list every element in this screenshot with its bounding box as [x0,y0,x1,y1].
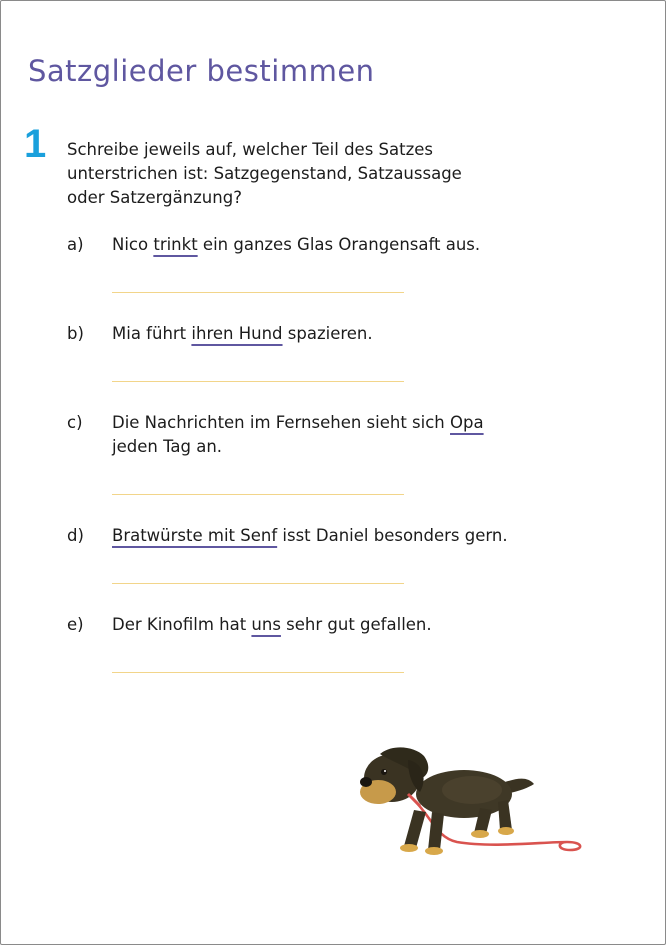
answer-line[interactable] [112,381,404,382]
item-sentence: Bratwürste mit Senf isst Daniel besonders gern. [112,526,508,545]
item-sentence: Nico trinkt ein ganzes Glas Orangensaft aus. [112,235,481,254]
underlined-phrase: Bratwürste mit Senf [112,526,278,545]
item-letter: b) [67,324,84,343]
item-sentence: Der Kinofilm hat uns sehr gut gefallen. [112,615,432,634]
task-instruction: Schreibe jeweils auf, welcher Teil des Satzes unterstrichen ist: Satzgegenstand, Satzaussage oder Satzergänzung? [67,140,462,207]
item-sentence: Die Nachrichten im Fernsehen sieht sich Opa jeden Tag an. [112,413,484,456]
item-sentence: Mia führt ihren Hund spazieren. [112,324,373,343]
answer-line[interactable] [112,672,404,673]
item-letter: c) [67,413,83,432]
dog-illustration [352,738,592,868]
underlined-phrase: ihren Hund [191,324,283,343]
task-number: 1 [24,122,47,166]
underlined-phrase: uns [251,615,281,634]
item-letter: a) [67,235,84,254]
answer-line[interactable] [112,583,404,584]
item-letter: d) [67,526,84,545]
answer-line[interactable] [112,292,404,293]
page-title: Satzglieder bestimmen [28,54,375,88]
item-letter: e) [67,615,84,634]
underlined-phrase: trinkt [153,235,198,254]
answer-line[interactable] [112,494,404,495]
underlined-phrase: Opa [450,413,484,432]
